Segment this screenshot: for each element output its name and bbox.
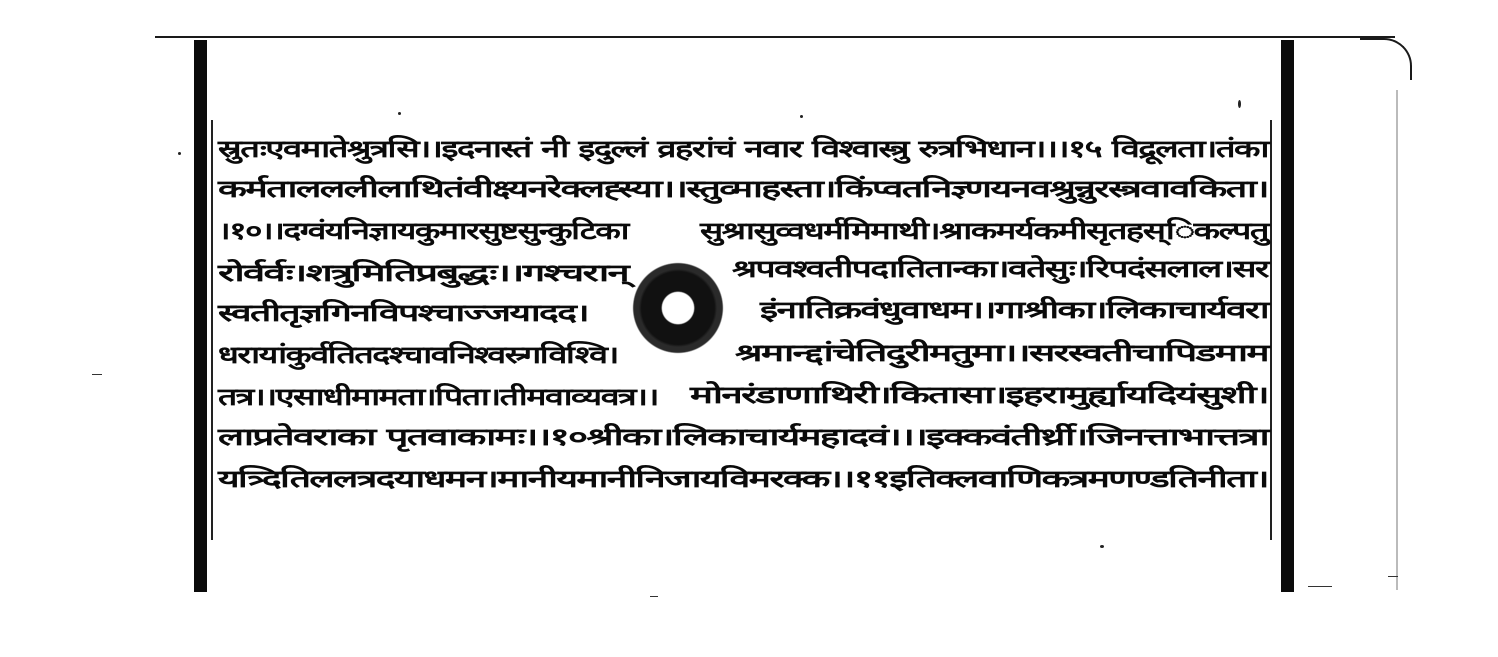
scan-mark (1308, 586, 1332, 587)
ink-speck (1238, 100, 1241, 108)
left-margin-thin-rule (211, 120, 213, 540)
manuscript-line-9: यत्र्दितिललत्रदयाधमन।मानीयमानीनिजायविमरक्क।।११इतिक्लवाणिकत्रमणण्डतिनीता। (218, 465, 1268, 493)
left-margin-rule (194, 40, 207, 592)
ink-speck (178, 152, 181, 155)
manuscript-line-2: कर्मतालललीलाथितंवीक्ष्यनरेक्लह्स्या।।स्तुव्माहस्ता।किंप्वतनिज्ञ्णयनवश्रुन्नुरस्त्रवावकिता। (218, 175, 1268, 203)
manuscript-line-4-right: श्रपवश्वतीपदातितान्का।वतेसुः।रिपदंसलाल।सर (732, 255, 1268, 283)
right-margin-rule (1281, 40, 1294, 592)
manuscript-line-8: लाप्रतेवराका पृतवाकामः।।१०श्रीका।लिकाचार्यमहादवं।।।इक्कवंतीर्थ्री।जिनत्ताभात्तत्रा (218, 423, 1268, 451)
manuscript-line-6-right: श्रमान्द्दांचेतिदुरीमतुमा।।सरस्वतीचापिडमाम (735, 339, 1268, 367)
ink-speck (1100, 545, 1104, 548)
scan-mark (92, 374, 102, 375)
ink-speck (800, 115, 803, 118)
manuscript-line-5-left: स्वतीतृज्ञगिनविपश्चाज्जयादद। (218, 299, 588, 327)
page-corner (1360, 38, 1412, 80)
manuscript-line-7-right: मोनरंडाणाथिरी।कितासा।इहरामुर्ह्यायदियंसुशी। (690, 381, 1268, 409)
scan-mark (650, 596, 658, 597)
right-margin-thin-rule (1270, 120, 1272, 540)
scan-mark (1388, 576, 1398, 577)
binding-hole (632, 262, 724, 354)
ink-speck (398, 112, 401, 115)
manuscript-line-4-left: रोर्वर्वः।शत्रुमितिप्रबुद्धः।।गश्चरान् (218, 259, 628, 287)
manuscript-line-6-left: धरायांकुर्वतितदश्चावनिश्वस्र्गविश्वि। (218, 341, 618, 369)
manuscript-line-7-left: तत्र।।एसाधीमामता।पिता।तीमवाव्यवत्र।। (218, 383, 658, 411)
manuscript-line-1: स्रुतःएवमातेश्रुत्रसि।।इदनास्तं नी इदुल्लं व्रहरांचं नवार विश्वास्त्रु रुत्रभिधान।।।१५ विद्रूलता।तंका (218, 135, 1268, 163)
page-edge-top (155, 36, 1395, 38)
manuscript-line-5-right: इंनातिक्रवंधुवाधम।।गाश्रीका।लिकाचार्यवरा (760, 296, 1268, 324)
page-edge-right (1396, 90, 1398, 590)
manuscript-line-3-right: सुश्रासुव्वधर्ममिमाथी।श्राकमर्यकमीसृतहस्िकल्पतु (700, 217, 1268, 245)
manuscript-line-3-left: ।१०।।दग्वंयनिज्ञायकुमारसुष्टसुन्कुटिका (218, 217, 628, 245)
